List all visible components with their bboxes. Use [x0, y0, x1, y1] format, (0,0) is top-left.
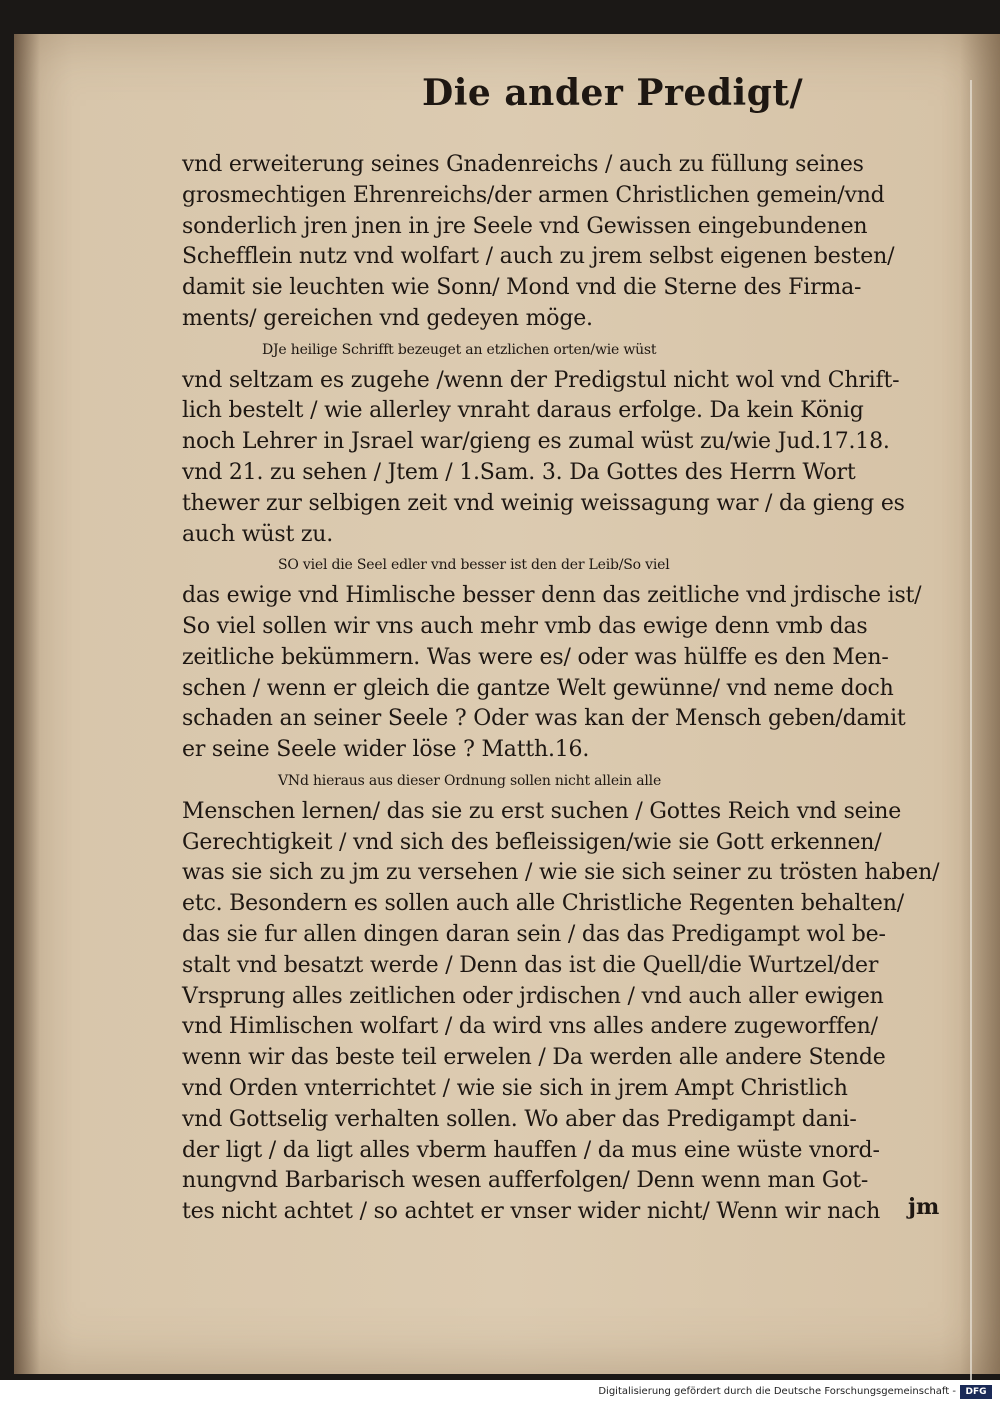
text-line: das ewige vnd Himlische besser denn das zeitliche vnd jrdische ist/ — [182, 583, 922, 609]
dfg-logo: DFG — [960, 1385, 992, 1399]
text-line: Schefflein nutz vnd wolfart / auch zu jrem selbst eigenen besten/ — [182, 244, 895, 270]
text-line: ments/ gereichen vnd gedeyen möge. — [182, 306, 593, 331]
text-line: So viel sollen wir vns auch mehr vmb das ewige denn vmb das — [182, 614, 868, 639]
text-line: das sie fur allen dingen daran sein / das das Predigampt wol be- — [182, 922, 886, 947]
text-line: Menschen lernen/ das sie zu erst suchen / Gottes Reich vnd seine — [182, 798, 902, 824]
text-line: vnd Orden vnterrichtet / wie sie sich in jrem Ampt Christlich — [182, 1076, 848, 1101]
page-heading: Die ander Predigt/ — [422, 72, 804, 114]
text-line: noch Lehrer in Jsrael war/gieng es zumal wüst zu/wie Jud.17.18. — [182, 429, 890, 455]
text-line: vnd Himlischen wolfart / da wird vns alles andere zugeworffen/ — [182, 1014, 878, 1040]
text-line: schaden an seiner Seele ? Oder was kan der Mensch geben/damit — [182, 706, 906, 732]
text-line: auch wüst zu. — [182, 521, 334, 547]
text-line: VNd hieraus aus dieser Ordnung sollen nicht allein alle — [278, 773, 662, 789]
text-line: stalt vnd besatzt werde / Denn das ist die Quell/die Wurtzel/der — [182, 952, 879, 978]
text-line: Gerechtigkeit / vnd sich des befleissigen/wie sie Gott erkennen/ — [182, 829, 882, 855]
text-line: Vrsprung alles zeitlichen oder jrdischen / vnd auch aller ewigen — [182, 983, 884, 1009]
text-line: vnd Gottselig verhalten sollen. Wo aber das Predigampt dani- — [182, 1106, 857, 1132]
text-line: nungvnd Barbarisch wesen aufferfolgen/ Denn wenn man Got- — [182, 1168, 869, 1194]
text-line: SO viel die Seel edler vnd besser ist den der Leib/So viel — [278, 557, 670, 574]
funding-credit: Digitalisierung gefördert durch die Deutsche Forschungsgemeinschaft - — [598, 1386, 956, 1397]
text-line: wenn wir das beste teil erwelen / Da werden alle andere Stende — [182, 1045, 886, 1071]
text-line: schen / wenn er gleich die gantze Welt gewünne/ vnd neme doch — [182, 675, 894, 701]
text-line: damit sie leuchten wie Sonn/ Mond vnd die Sterne des Firma- — [182, 275, 862, 301]
catchword: jm — [908, 1194, 940, 1220]
text-line: tes nicht achtet / so achtet er vnser wider nicht/ Wenn wir nach — [182, 1199, 881, 1225]
text-line: lich bestelt / wie allerley vnraht daraus erfolge. Da kein König — [182, 398, 864, 424]
text-line: vnd erweiterung seines Gnadenreichs / auch zu füllung seines — [182, 152, 864, 177]
text-line: thewer zur selbigen zeit vnd weinig weissagung war / da gieng es — [182, 490, 905, 516]
text-line: vnd 21. zu sehen / Jtem / 1.Sam. 3. Da Gottes des Herrn Wort — [182, 460, 856, 485]
text-line: vnd seltzam es zugehe /wenn der Predigstul nicht wol vnd Chrift- — [182, 367, 900, 393]
text-line: grosmechtigen Ehrenreichs/der armen Christlichen gemein/vnd — [182, 182, 885, 208]
text-line: zeitliche bekümmern. Was were es/ oder was hülffe es den Men- — [182, 644, 889, 670]
text-line: etc. Besondern es sollen auch alle Christliche Regenten behalten/ — [182, 891, 904, 917]
footer-bar — [0, 1380, 1000, 1405]
text-line: DJe heilige Schrifft bezeuget an etzlichen orten/wie wüst — [262, 341, 657, 358]
text-line: sonderlich jren jnen in jre Seele vnd Gewissen eingebundenen — [182, 213, 868, 239]
text-line: er seine Seele wider löse ? Matth.16. — [182, 737, 590, 763]
text-line: was sie sich zu jm zu versehen / wie sie sich seiner zu trösten haben/ — [182, 860, 940, 886]
text-line: der ligt / da ligt alles vberm hauffen / da mus eine wüste vnord- — [182, 1137, 880, 1163]
